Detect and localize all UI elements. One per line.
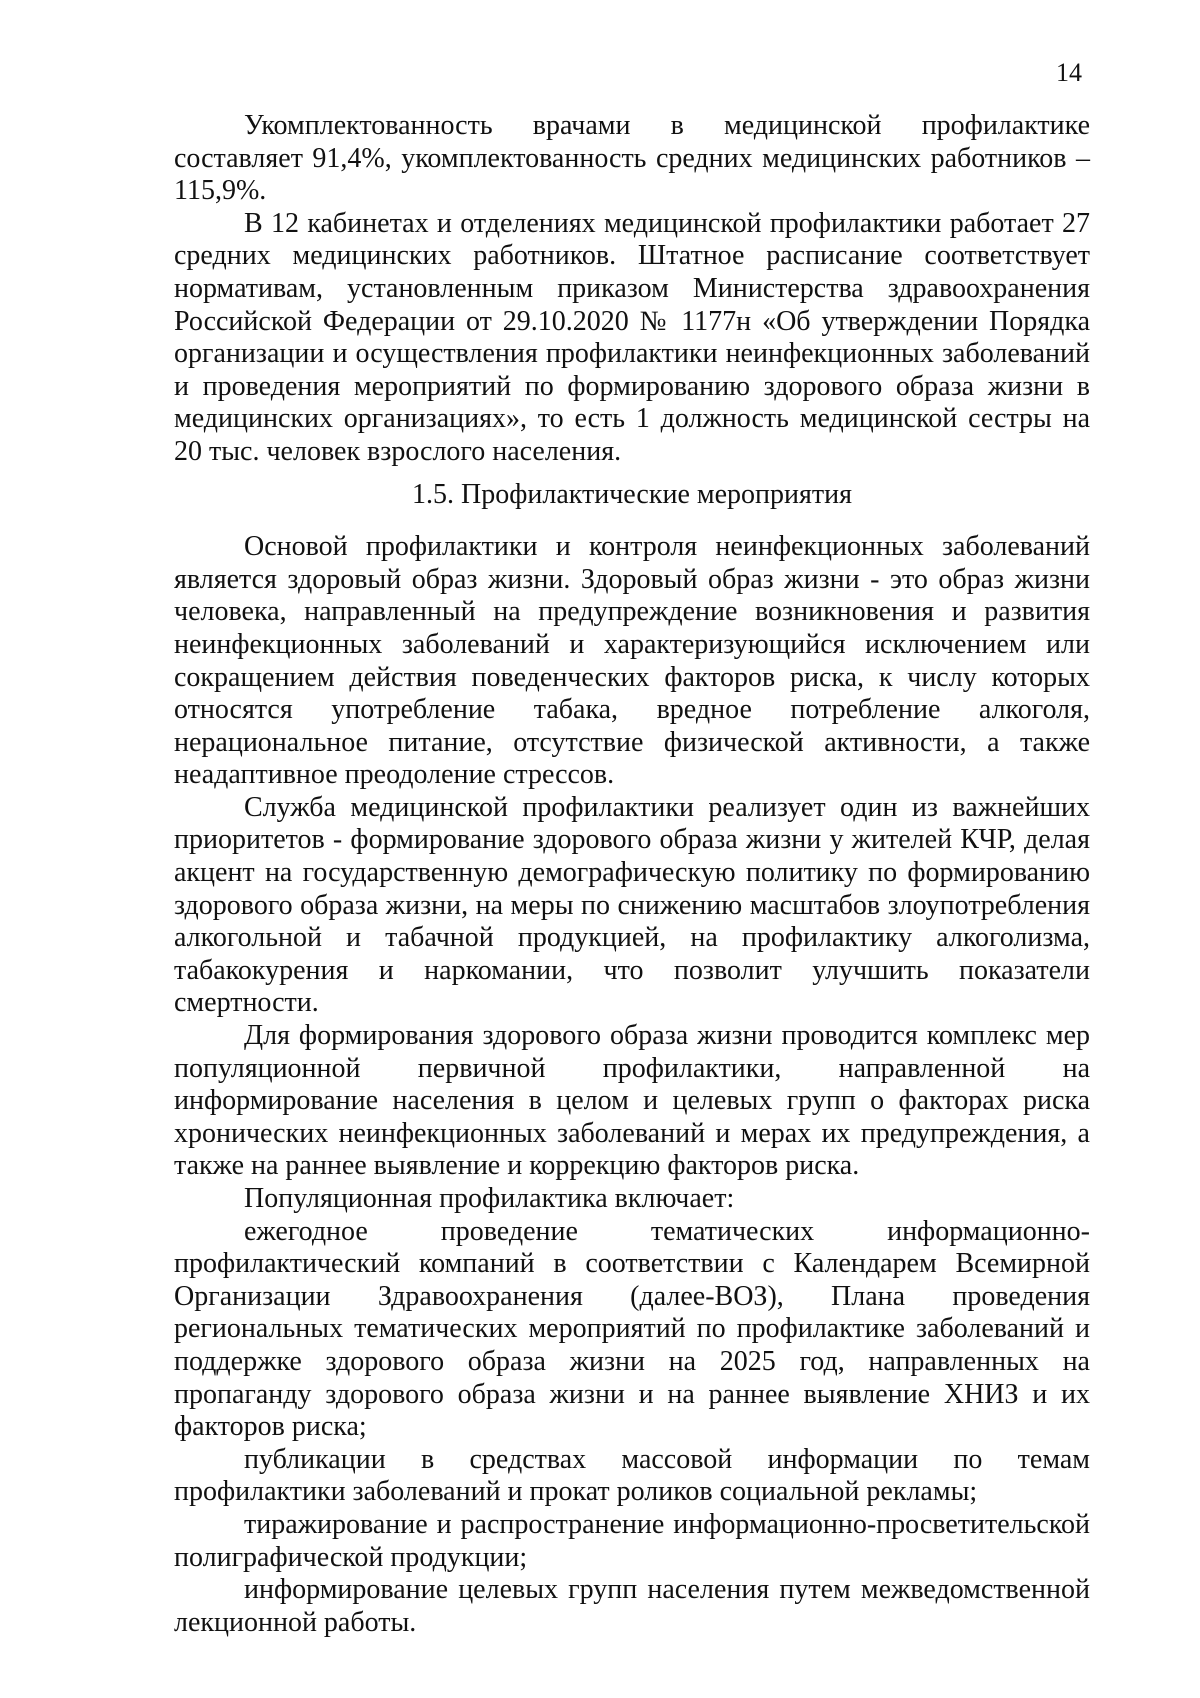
list-item: ежегодное проведение тематических информационно-профилактический компаний в соответствии с Календарем Всемирной Организации Здравоохранения (далее-ВОЗ), Плана проведения региональных тематических мероприятий по профилактике заболеваний и поддержке здорового образа жизни на 2025 год, направленных на пропаганду здорового образа жизни и на раннее выявление ХНИЗ и их факторов риска; [174,1215,1090,1443]
document-body [174,110,1090,1639]
paragraph-measures-complex: Для формирования здорового образа жизни проводится комплекс мер популяционной первичной профилактики, направленной на информирование населения в целом и целевых групп о факторах риска хронических неинфекционных заболеваний и мерах их предупреждения, а также на раннее выявление и коррекцию факторов риска. [174,1020,1090,1182]
list-item: публикации в средствах массовой информации по темам профилактики заболеваний и прокат роликов социальной рекламы; [174,1443,1090,1508]
paragraph-healthy-lifestyle: Основой профилактики и контроля неинфекционных заболеваний является здоровый образ жизни. Здоровый образ жизни - это образ жизни человека, направленный на предупреждение возникновения и развития неинфекционных заболеваний и характеризующийся исключением или сокращением действия поведенческих факторов риска, к числу которых относятся употребление табака, вредное потребление алкоголя, нерациональное питание, отсутствие физической активности, а также неадаптивное преодоление стрессов. [174,531,1090,791]
paragraph-prevention-service: Служба медицинской профилактики реализует один из важнейших приоритетов - формирование здорового образа жизни у жителей КЧР, делая акцент на государственную демографическую политику по формированию здорового образа жизни, на меры по снижению масштабов злоупотребления алкогольной и табачной продукцией, на профилактику алкоголизма, табакокурения и наркомании, что позволит улучшить показатели смертности. [174,791,1090,1019]
list-item: информирование целевых групп населения путем межведомственной лекционной работы. [174,1574,1090,1638]
page-number: 14 [1056,58,1082,87]
paragraph-staffing: Укомплектованность врачами в медицинской профилактике составляет 91,4%, укомплектованность средних медицинских работников – 115,9%. [174,110,1090,207]
paragraph-population-prevention: Популяционная профилактика включает: [244,1183,735,1214]
paragraph-offices: В 12 кабинетах и отделениях медицинской профилактики работает 27 средних медицинских работников. Штатное расписание соответствует нормативам, установленным приказом Министерства здравоохранения Российской Федерации от 29.10.2020 № 1177н «Об утверждении Порядка организации и осуществления профилактики неинфекционных заболеваний и проведения мероприятий по формированию здорового образа жизни в медицинских организациях», то есть 1 должность медицинской сестры на 20 тыс. человек взрослого населения. [174,207,1090,467]
list-item: тиражирование и распространение информационно-просветительской полиграфической продукции; [174,1508,1090,1573]
section-heading: 1.5. Профилактические мероприятия [412,478,852,510]
